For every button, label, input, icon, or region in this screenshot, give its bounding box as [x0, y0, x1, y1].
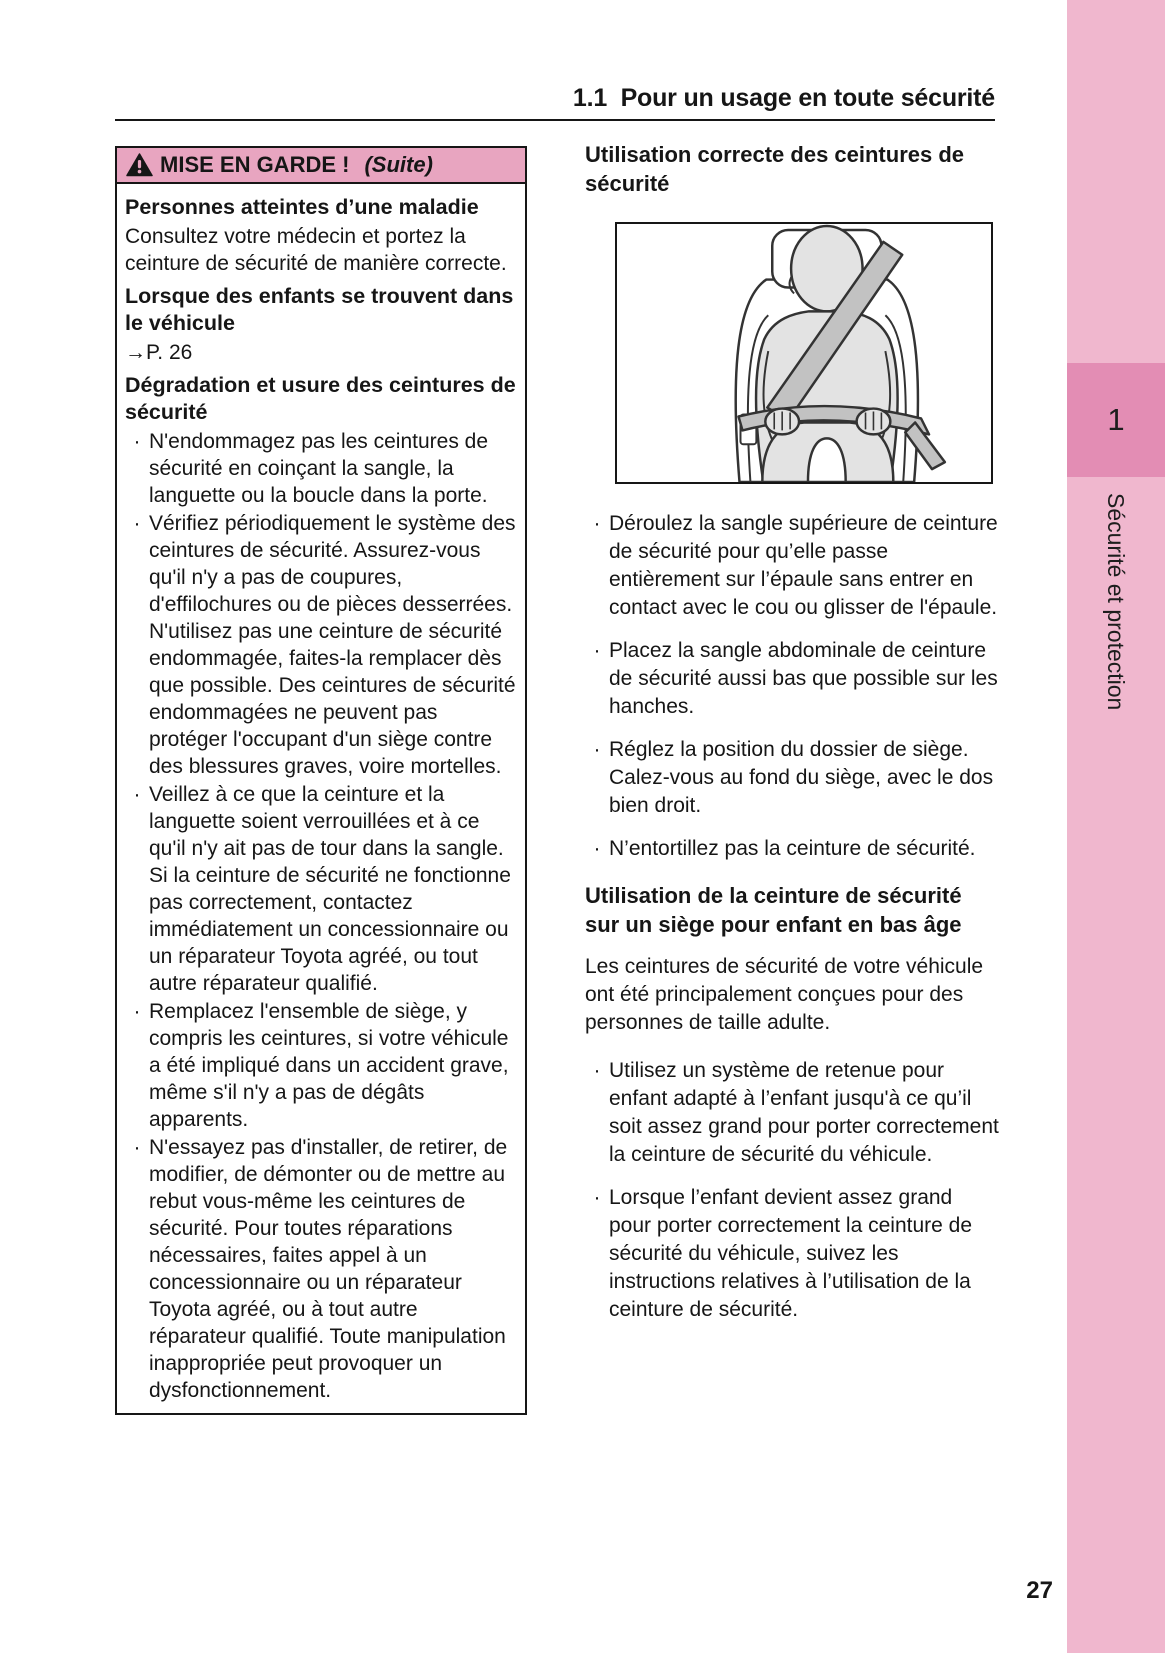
section-heading-child-use: Utilisation de la ceinture de sécurité sur un siège pour enfant en bas âge	[585, 883, 962, 937]
bullet-text: Veillez à ce que la ceinture et la languette soient verrouillées et à ce qu'il n'y ait pas de tour dans la sangle. Si la ceinture de sécurité ne fonctionne pas correctement, contactez immédiatement un concessionnaire ou un réparateur Toyota agréé, ou tout autre réparateur qualifié.	[149, 783, 511, 995]
warning-bullet-item	[125, 998, 517, 1133]
chapter-title-vertical: Sécurité et protection	[1103, 493, 1129, 711]
child-use-bullet-list	[585, 1057, 999, 1324]
warning-box	[115, 146, 527, 1415]
bullet-dot: ·	[133, 783, 141, 806]
correct-use-bullet-list	[585, 510, 999, 863]
bullet-dot: ·	[133, 1136, 141, 1159]
page-title: 1.1 Pour un usage en toute sécurité	[572, 84, 995, 112]
bullet-text: Déroulez la sangle supérieure de ceinture de sécurité pour qu’elle passe entièrement sur l’épaule sans entrer en contact avec le cou ou glisser de l'épaule.	[609, 512, 998, 619]
bullet-text: Utilisez un système de retenue pour enfant adapté à l’enfant jusqu'à ce qu’il soit assez grand pour porter correctement la ceinture de sécurité du véhicule.	[609, 1059, 999, 1166]
chapter-number: 1	[1107, 402, 1125, 437]
chapter-sidebar	[1067, 0, 1165, 1653]
section-heading-correct-use: Utilisation correcte des ceintures de sécurité	[585, 142, 965, 196]
warning-section-paragraph: Consultez votre médecin et portez la ceinture de sécurité de manière correcte.	[125, 225, 507, 275]
warning-bullet-item	[125, 510, 517, 780]
bullet-text: Lorsque l’enfant devient assez grand pour porter correctement la ceinture de sécurité du véhicule, suivez les instructions relatives à l’utilisation de la ceinture de sécurité.	[609, 1186, 973, 1321]
warning-bullet-item	[125, 1134, 517, 1404]
bullet-text: Réglez la position du dossier de siège. Calez-vous au fond du siège, avec le dos bien droit.	[609, 738, 994, 817]
list-item	[585, 637, 999, 721]
warning-box-header	[117, 148, 525, 184]
bullet-text: Remplacez l'ensemble de siège, y compris les ceintures, si votre véhicule a été impliqué dans un accident grave, même s'il n'y a pas de dégâts apparents.	[149, 1000, 509, 1131]
list-item	[585, 835, 999, 863]
warning-title: MISE EN GARDE !	[160, 152, 350, 177]
seatbelt-figure-drawing	[617, 224, 991, 482]
bullet-text: Placez la sangle abdominale de ceinture de sécurité aussi bas que possible sur les hanches.	[609, 639, 998, 718]
bullet-dot: ·	[133, 430, 141, 453]
bullet-dot: ·	[133, 1000, 141, 1023]
header-divider	[115, 119, 995, 121]
list-item	[585, 736, 999, 820]
bullet-text: N’entortillez pas la ceinture de sécurité.	[609, 837, 976, 860]
warning-section-heading: Lorsque des enfants se trouvent dans le véhicule	[125, 284, 514, 335]
list-item	[585, 510, 999, 622]
bullet-dot: ·	[593, 639, 601, 662]
bullet-text: Vérifiez périodiquement le système des ceintures de sécurité. Assurez-vous qu'il n'y a pas de coupures, d'effilochures ou de pièces desserrées. N'utilisez pas une ceinture de sécurité endommagée, faites-la remplacer dès que possible. Des ceintures de sécurité endommagées ne peuvent pas protéger l'occupant d'un siège contre des blessures graves, voire mortelles.	[149, 512, 516, 778]
child-use-intro-paragraph: Les ceintures de sécurité de votre véhicule ont été principalement conçues pour des personnes de taille adulte.	[585, 955, 984, 1034]
warning-bullet-item	[125, 781, 517, 997]
main-column	[585, 140, 999, 1339]
bullet-dot: ·	[593, 837, 601, 860]
page-number: 27	[1026, 1577, 1053, 1604]
seatbelt-wearing-illustration	[615, 222, 993, 484]
bullet-dot: ·	[133, 512, 141, 535]
warning-section-heading: Personnes atteintes d’une maladie	[125, 195, 479, 219]
bullet-dot: ·	[593, 1059, 601, 1082]
list-item	[585, 1184, 999, 1324]
chapter-number-tab	[1067, 363, 1165, 477]
warning-triangle-icon	[126, 153, 153, 177]
warning-suite-label: (Suite)	[364, 152, 433, 177]
warning-section-heading: Dégradation et usure des ceintures de sécurité	[125, 373, 516, 424]
bullet-text: N'endommagez pas les ceintures de sécurité en coinçant la sangle, la languette ou la boucle dans la porte.	[149, 430, 489, 507]
list-item	[585, 1057, 999, 1169]
warning-box-body	[117, 184, 525, 1413]
warning-section-paragraph: →P. 26	[125, 341, 193, 364]
warning-bullet-item	[125, 428, 517, 509]
bullet-dot: ·	[593, 512, 601, 535]
bullet-text: N'essayez pas d'installer, de retirer, de modifier, de démonter ou de mettre au rebut vous-même les ceintures de sécurité. Pour toutes réparations nécessaires, faites appel à un concessionnaire ou un réparateur Toyota agréé, ou à tout autre réparateur qualifié. Toute manipulation inappropriée peut provoquer un dysfonctionnement.	[149, 1136, 508, 1402]
bullet-dot: ·	[593, 738, 601, 761]
bullet-dot: ·	[593, 1186, 601, 1209]
